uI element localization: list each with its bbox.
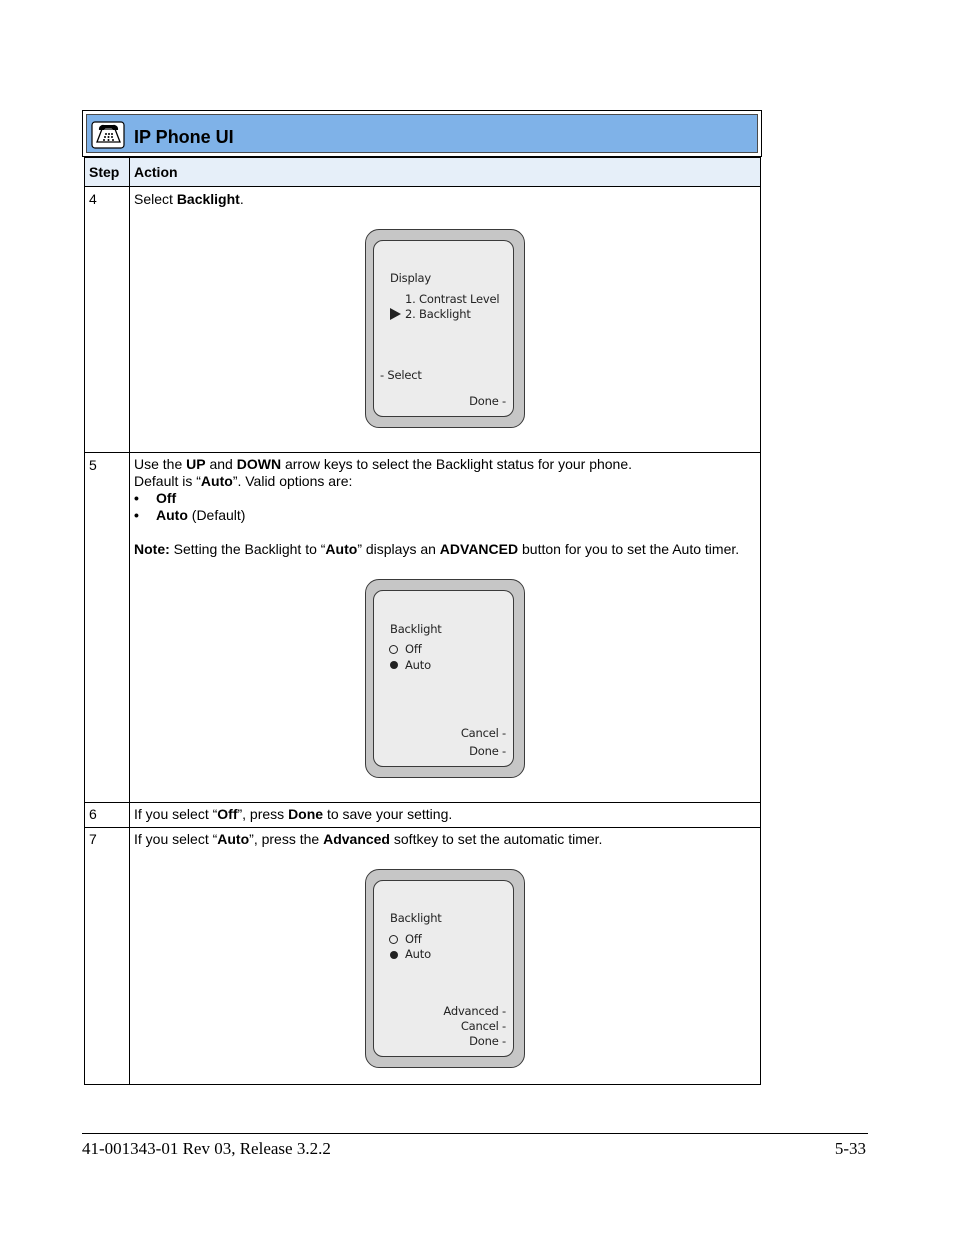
section-title: IP Phone UI (134, 127, 234, 147)
phone-icon (91, 121, 125, 149)
column-header-step: Step (89, 164, 120, 180)
phone-screen (373, 240, 514, 417)
step-instruction: If you select “Off”, press Done to save your setting. (134, 806, 453, 822)
softkey-cancel: Cancel - (460, 726, 506, 740)
softkey-done: Done - (469, 744, 506, 758)
step-instruction: Default is “Auto”. Valid options are: (134, 473, 353, 489)
option-label: Auto (405, 658, 431, 672)
phone-screen (373, 880, 514, 1057)
steps-table (84, 157, 761, 1085)
softkey-done: Done - (469, 1034, 506, 1048)
step-number: 6 (89, 806, 97, 822)
radio-empty-icon (389, 645, 398, 654)
column-header-action: Action (134, 164, 178, 180)
page-number: 5-33 (834, 1139, 866, 1158)
softkey-select: - Select (380, 368, 422, 382)
bullet-item: • Off (134, 490, 177, 506)
softkey-cancel: Cancel - (460, 1019, 506, 1033)
option-label: Off (405, 932, 422, 946)
radio-empty-icon (389, 935, 398, 944)
footer-rule (82, 1133, 868, 1134)
step-number: 7 (89, 831, 97, 847)
softkey-done: Done - (469, 394, 506, 408)
step-instruction: Use the UP and DOWN arrow keys to select the Backlight status for your phone. (134, 456, 633, 472)
menu-item: 1. Contrast Level (405, 292, 500, 306)
row-divider (85, 802, 760, 803)
screen-title: Backlight (390, 622, 442, 636)
section-header-bar (86, 114, 758, 153)
option-label: Off (405, 642, 422, 656)
screen-title: Backlight (390, 911, 442, 925)
menu-item: 2. Backlight (405, 307, 471, 321)
row-divider (85, 186, 760, 187)
softkey-advanced: Advanced - (443, 1004, 506, 1018)
table-header-row (85, 158, 760, 186)
radio-selected-icon (390, 951, 398, 959)
phone-display (365, 579, 525, 778)
phone-display (365, 229, 525, 428)
step-number: 5 (89, 457, 97, 473)
document-id: 41-001343-01 Rev 03, Release 3.2.2 (82, 1139, 331, 1158)
bullet-item: • Auto (Default) (134, 507, 246, 523)
row-divider (85, 827, 760, 828)
section-header (82, 110, 762, 157)
step-instruction: Select Backlight. (134, 191, 244, 207)
column-divider (129, 158, 130, 1084)
note-text: Note: Setting the Backlight to “Auto” displays an ADVANCED button for you to set the Auto timer. (134, 541, 740, 557)
bullet-icon: • (134, 507, 139, 523)
radio-selected-icon (390, 661, 398, 669)
step-instruction: If you select “Auto”, press the Advanced softkey to set the automatic timer. (134, 831, 603, 847)
screen-title: Display (390, 271, 431, 285)
bullet-icon: • (134, 490, 139, 506)
row-divider (85, 452, 760, 453)
option-label: Auto (405, 947, 431, 961)
phone-screen (373, 590, 514, 767)
selection-arrow-icon (390, 308, 401, 320)
step-number: 4 (89, 191, 97, 207)
phone-display (365, 869, 525, 1068)
